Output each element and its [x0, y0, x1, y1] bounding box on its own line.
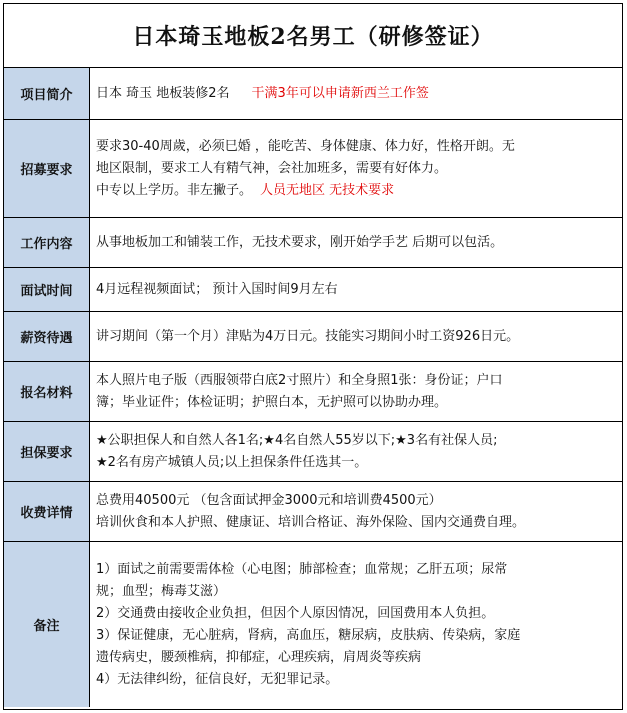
- fees-line-2: 培训伙食和本人护照、健康证、培训合格证、海外保险、国内交通费自理。: [96, 514, 526, 530]
- row-materials: [4, 362, 622, 422]
- row-work: [4, 218, 622, 268]
- content-guarantee: [90, 422, 622, 481]
- row-recruit: [4, 120, 622, 218]
- content-project: [90, 68, 622, 119]
- info-table: [3, 3, 623, 710]
- materials-line-1: 本人照片电子版（西服领带白底2寸照片）和全身照1张：身份证；户口: [96, 372, 503, 388]
- label-recruit: 招募要求: [4, 120, 90, 217]
- materials-line-2: 簿；毕业证件；体检证明；护照白本，无护照可以协助办理。: [96, 394, 448, 410]
- content-interview: [90, 268, 622, 311]
- label-materials: 报名材料: [4, 362, 90, 421]
- label-work: 工作内容: [4, 218, 90, 267]
- label-guarantee: 担保要求: [4, 422, 90, 481]
- recruit-highlight: 人员无地区 无技术要求: [260, 182, 395, 198]
- row-salary: [4, 312, 622, 362]
- page-title: 日本琦玉地板2名男工（研修签证）: [4, 4, 622, 68]
- project-text: 日本 琦玉 地板装修2名: [96, 85, 230, 101]
- content-work: [90, 218, 622, 267]
- content-salary: [90, 312, 622, 361]
- content-materials: [90, 362, 622, 421]
- work-text: 从事地板加工和铺装工作，无技术要求，刚开始学手艺 后期可以包活。: [96, 234, 504, 250]
- label-fees: 收费详情: [4, 482, 90, 541]
- content-recruit: [90, 120, 622, 217]
- label-notes: 备注: [4, 542, 90, 707]
- label-salary: 薪资待遇: [4, 312, 90, 361]
- content-fees: [90, 482, 622, 541]
- row-fees: [4, 482, 622, 542]
- label-interview: 面试时间: [4, 268, 90, 311]
- notes-line-4: 3）保证健康，无心脏病，肾病，高血压，糖尿病，皮肤病、传染病，家庭: [96, 627, 521, 643]
- notes-line-6: 4）无法律纠纷，征信良好，无犯罪记录。: [96, 671, 339, 687]
- row-notes: [4, 542, 622, 707]
- row-interview: [4, 268, 622, 312]
- guarantee-line-1: ★公职担保人和自然人各1名;★4名自然人55岁以下;★3名有社保人员;: [96, 432, 498, 448]
- content-notes: [90, 542, 622, 707]
- salary-text: 讲习期间（第一个月）津贴为4万日元。技能实习期间小时工资926日元。: [96, 328, 520, 344]
- row-project: [4, 68, 622, 120]
- fees-line-1: 总费用40500元 （包含面试押金3000元和培训费4500元）: [96, 492, 442, 508]
- notes-line-1: 1）面试之前需要需体检（心电图；肺部检查；血常规；乙肝五项；尿常: [96, 561, 508, 577]
- notes-line-3: 2）交通费由接收企业负担，但因个人原因情况，回国费用本人负担。: [96, 605, 495, 621]
- recruit-line-2: 地区限制，要求工人有精气神，会社加班多，需要有好体力。: [96, 160, 448, 176]
- notes-line-5: 遗传病史，腰颈椎病，抑郁症，心理疾病，肩周炎等疾病: [96, 649, 422, 665]
- recruit-line-3: 中专以上学历。非左撇子。: [96, 182, 253, 198]
- row-guarantee: [4, 422, 622, 482]
- recruit-line-1: 要求30-40周歲，必须巳婚 ，能吃苦、身体健康、体力好，性格开朗。无: [96, 138, 515, 154]
- interview-text: 4月远程视频面试； 预计入国时间9月左右: [96, 281, 338, 297]
- notes-line-2: 规；血型；梅毒艾滋）: [96, 583, 227, 599]
- guarantee-line-2: ★2名有房产城镇人员;以上担保条件任选其一。: [96, 454, 368, 470]
- label-project: 项目简介: [4, 68, 90, 119]
- project-highlight: 干满3年可以申请新西兰工作签: [251, 85, 429, 101]
